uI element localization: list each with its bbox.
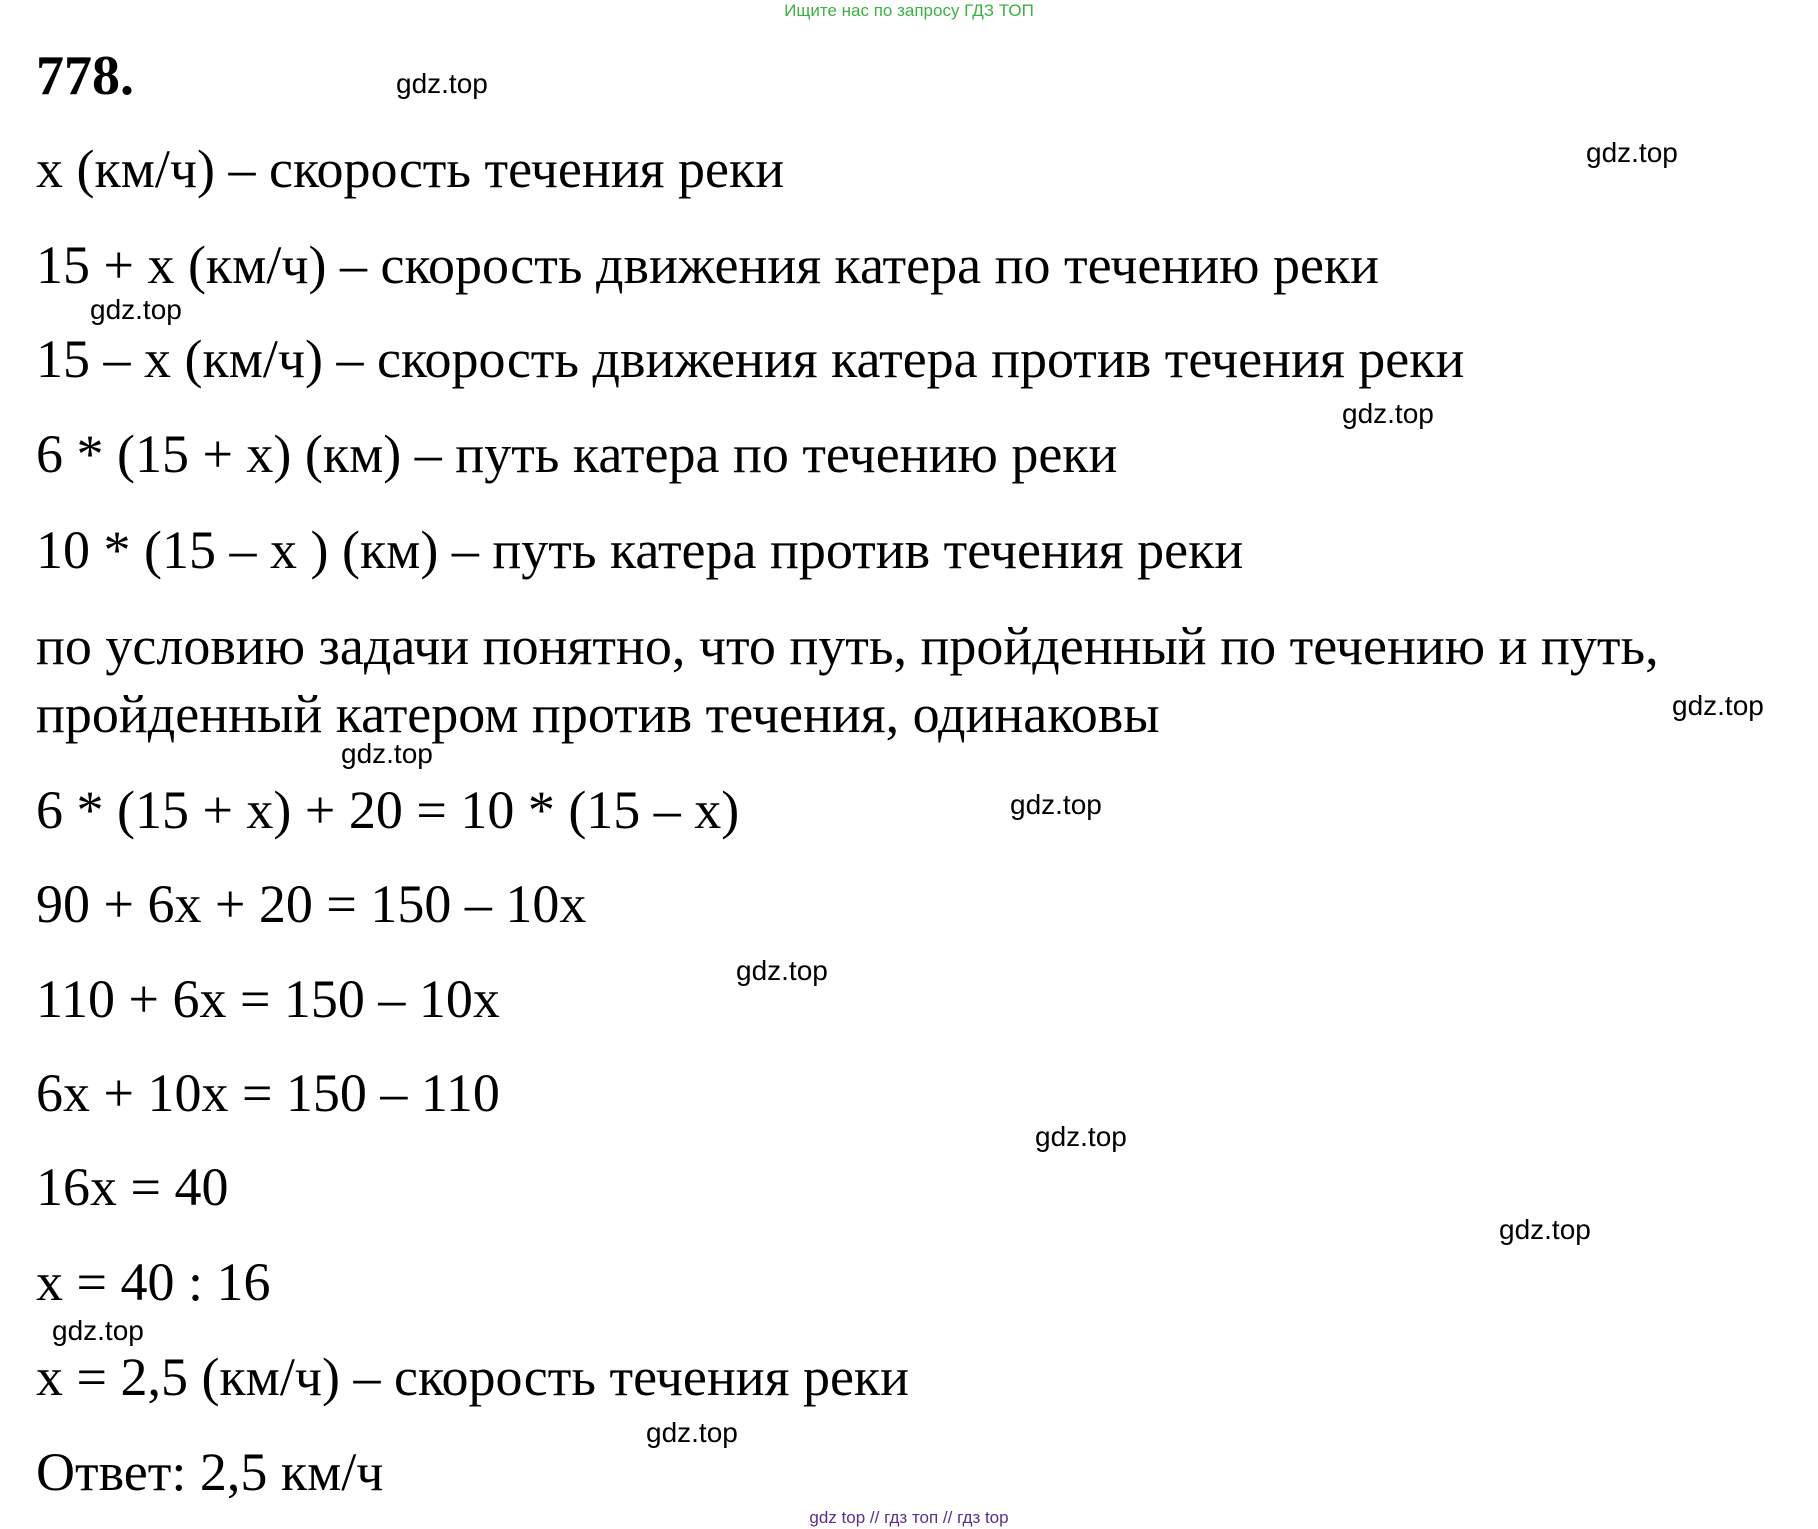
line-river-speed: x (км/ч) – скорость течения реки	[36, 139, 785, 199]
answer: Ответ: 2,5 км/ч	[36, 1442, 384, 1502]
watermark: gdz.top	[1672, 690, 1764, 721]
watermark: gdz.top	[1499, 1214, 1591, 1245]
equation-3: 110 + 6x = 150 – 10x	[36, 969, 500, 1029]
footer-note: gdz top // гдз топ // гдз top	[809, 1508, 1009, 1527]
equation-5: 16x = 40	[36, 1157, 229, 1217]
watermark: gdz.top	[1035, 1121, 1127, 1152]
watermark: gdz.top	[396, 68, 488, 99]
line-speed-downstream: 15 + x (км/ч) – скорость движения катера по течению реки	[36, 235, 1380, 295]
watermark: gdz.top	[90, 294, 182, 325]
watermark: gdz.top	[1010, 789, 1102, 820]
condition-line-2: пройденный катером против течения, одинаковы	[36, 684, 1160, 744]
watermark: gdz.top	[52, 1315, 144, 1346]
equation-4: 6x + 10x = 150 – 110	[36, 1063, 500, 1123]
condition-line-1: по условию задачи понятно, что путь, пройденный по течению и путь,	[36, 616, 1659, 676]
watermark: gdz.top	[736, 955, 828, 986]
equation-2: 90 + 6x + 20 = 150 – 10x	[36, 874, 587, 934]
watermark: gdz.top	[1342, 398, 1434, 429]
line-path-upstream: 10 * (15 – x ) (км) – путь катера против течения реки	[36, 520, 1244, 580]
watermark: gdz.top	[1586, 137, 1678, 168]
problem-number: 778.	[36, 45, 134, 107]
watermark: gdz.top	[646, 1417, 738, 1448]
line-speed-upstream: 15 – x (км/ч) – скорость движения катера против течения реки	[36, 329, 1465, 389]
equation-1: 6 * (15 + x) + 20 = 10 * (15 – x)	[36, 780, 740, 840]
equation-7: x = 2,5 (км/ч) – скорость течения реки	[36, 1347, 910, 1407]
line-path-downstream: 6 * (15 + x) (км) – путь катера по течению реки	[36, 424, 1118, 484]
header-note: Ищите нас по запросу ГДЗ ТОП	[784, 1, 1034, 20]
equation-6: x = 40 : 16	[36, 1252, 271, 1312]
watermark: gdz.top	[341, 738, 433, 769]
